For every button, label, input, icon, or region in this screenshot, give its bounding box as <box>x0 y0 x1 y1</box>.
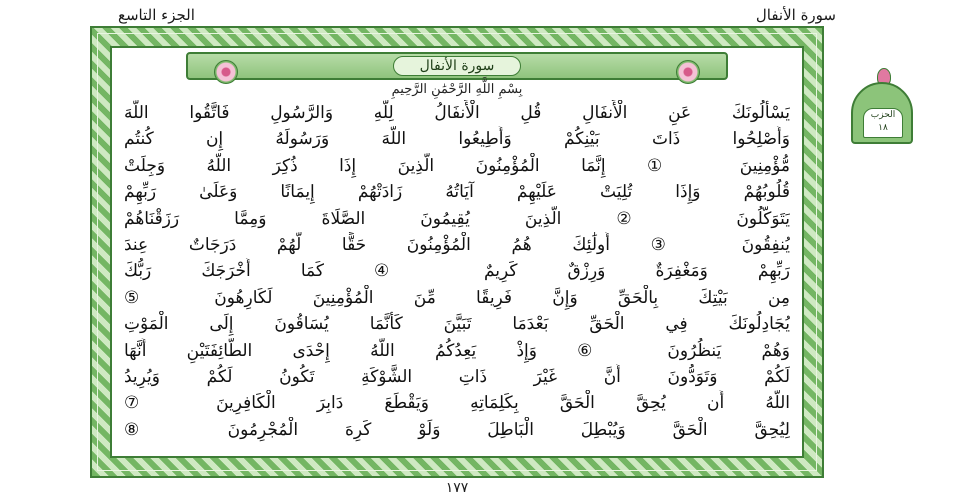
verse-line: اللَّهُ أَن يُحِقَّ الْحَقَّ بِكَلِمَاتِهِ وَيَقْطَعَ دَابِرَ الْكَافِرِينَ ⑦ <box>124 393 790 414</box>
verse-line: يَتَوَكَّلُونَ ② الَّذِينَ يُقِيمُونَ الصَّلَاةَ وَمِمَّا رَزَقْنَاهُمْ <box>124 208 790 229</box>
text-area <box>110 46 804 458</box>
surah-title: سورة الأنفال <box>393 56 522 76</box>
verse-line: يَسْأَلُونَكَ عَنِ الْأَنفَالِ قُلِ الْأَنفَالُ لِلَّهِ وَالرَّسُولِ فَاتَّقُوا اللَّهَ <box>124 103 790 123</box>
verse-line: لَكُمْ وَتَوَدُّونَ أَنَّ غَيْرَ ذَاتِ الشَّوْكَةِ تَكُونُ لَكُمْ وَيُرِيدُ <box>124 366 790 387</box>
verse-line: وَأَصْلِحُوا ذَاتَ بَيْنِكُمْ وَأَطِيعُوا اللَّهَ وَرَسُولَهُ إِن كُنتُم <box>124 129 790 150</box>
hizb-plate <box>863 108 903 138</box>
verse-lines <box>124 100 790 443</box>
flower-ornament-icon <box>676 60 700 84</box>
verse-line: مُّؤْمِنِينَ ① إِنَّمَا الْمُؤْمِنُونَ الَّذِينَ إِذَا ذُكِرَ اللَّهُ وَجِلَتْ <box>124 155 790 176</box>
flower-ornament-icon <box>214 60 238 84</box>
surah-banner <box>186 52 728 80</box>
surah-label: سورة الأنفال <box>755 6 836 24</box>
verse-line: لِيُحِقَّ الْحَقَّ وَيُبْطِلَ الْبَاطِلَ وَلَوْ كَرِهَ الْمُجْرِمُونَ ⑧ <box>124 419 790 440</box>
verse-line: يُنفِقُونَ ③ أُولَٰئِكَ هُمُ الْمُؤْمِنُونَ حَقًّا لَّهُمْ دَرَجَاتٌ عِندَ <box>124 234 790 255</box>
hizb-number: ١٨ <box>878 123 888 133</box>
verse-line: يُجَادِلُونَكَ فِي الْحَقِّ بَعْدَمَا تَبَيَّنَ كَأَنَّمَا يُسَاقُونَ إِلَى الْمَوْتِ <box>124 314 790 335</box>
basmala: بِسْمِ اللَّهِ الرَّحْمَٰنِ الرَّحِيمِ <box>391 82 523 97</box>
verse-line: مِن بَيْتِكَ بِالْحَقِّ وَإِنَّ فَرِيقًا مِّنَ الْمُؤْمِنِينَ لَكَارِهُونَ ⑤ <box>124 287 790 308</box>
hizb-marker <box>845 68 921 150</box>
verse-line: قُلُوبُهُمْ وَإِذَا تُلِيَتْ عَلَيْهِمْ آيَاتُهُ زَادَتْهُمْ إِيمَانًا وَعَلَىٰ رَبِّهِمْ <box>124 182 790 203</box>
hizb-label: الحزب <box>870 110 896 120</box>
verse-line: رَبِّهِمْ وَمَغْفِرَةٌ وَرِزْقٌ كَرِيمٌ ④ كَمَا أَخْرَجَكَ رَبُّكَ <box>124 261 790 282</box>
verse-line: وَهُمْ يَنظُرُونَ ⑥ وَإِذْ يَعِدُكُمُ اللَّهُ إِحْدَى الطَّائِفَتَيْنِ أَنَّهَا <box>124 340 790 361</box>
juz-label: الجزء التاسع <box>118 6 195 24</box>
page-number: ١٧٧ <box>445 480 469 496</box>
page-frame <box>90 26 824 496</box>
